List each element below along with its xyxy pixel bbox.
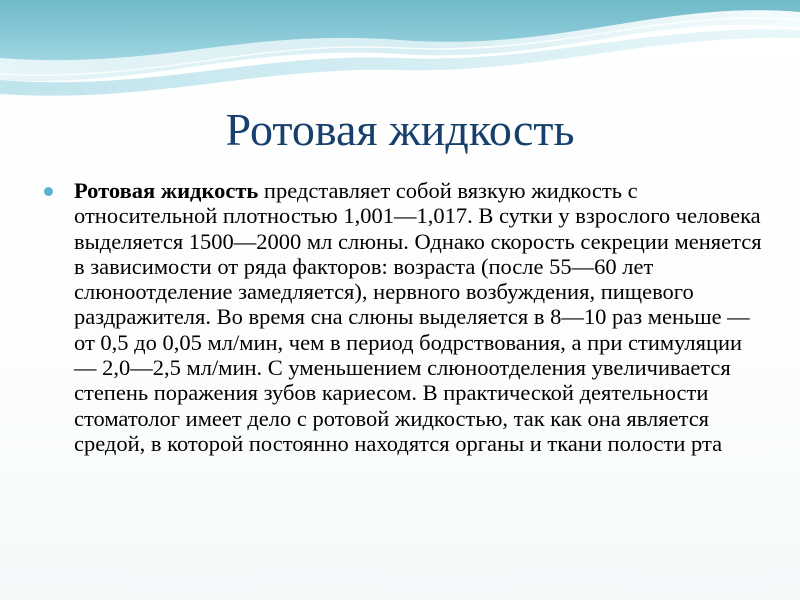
bullet-lead-term: Ротовая жидкость [74,178,259,203]
bullet-dot-icon [44,187,53,196]
bullet-paragraph [74,178,764,456]
wave-decoration [0,0,800,110]
slide-title: Ротовая жидкость [225,104,575,155]
bullet-text: представляет собой вязкую жидкость с относительной плотностью 1,001—1,017. В сутки у взрослого человека выделяется 1500—2000 мл слюны. Однако скорость секреции меняется в зависимости от ряда факторов: возраста (после 55—60 лет слюноотделение замедляется), нервного возбуждения, пищевого раздражителя. Во время сна слюны выделяется в 8—10 раз меньше — от 0,5 до 0,05 мл/мин, чем в период бодрствования, а при стимуляции — 2,0—2,5 мл/мин. С уменьшением слюноотделения увеличивается степень поражения зубов кариесом. В практической деятельности стоматолог имеет дело с ротовой жидкостью, так как она является средой, в которой постоянно находятся органы и ткани полости рта [74,178,762,456]
bullet-list [44,178,764,456]
